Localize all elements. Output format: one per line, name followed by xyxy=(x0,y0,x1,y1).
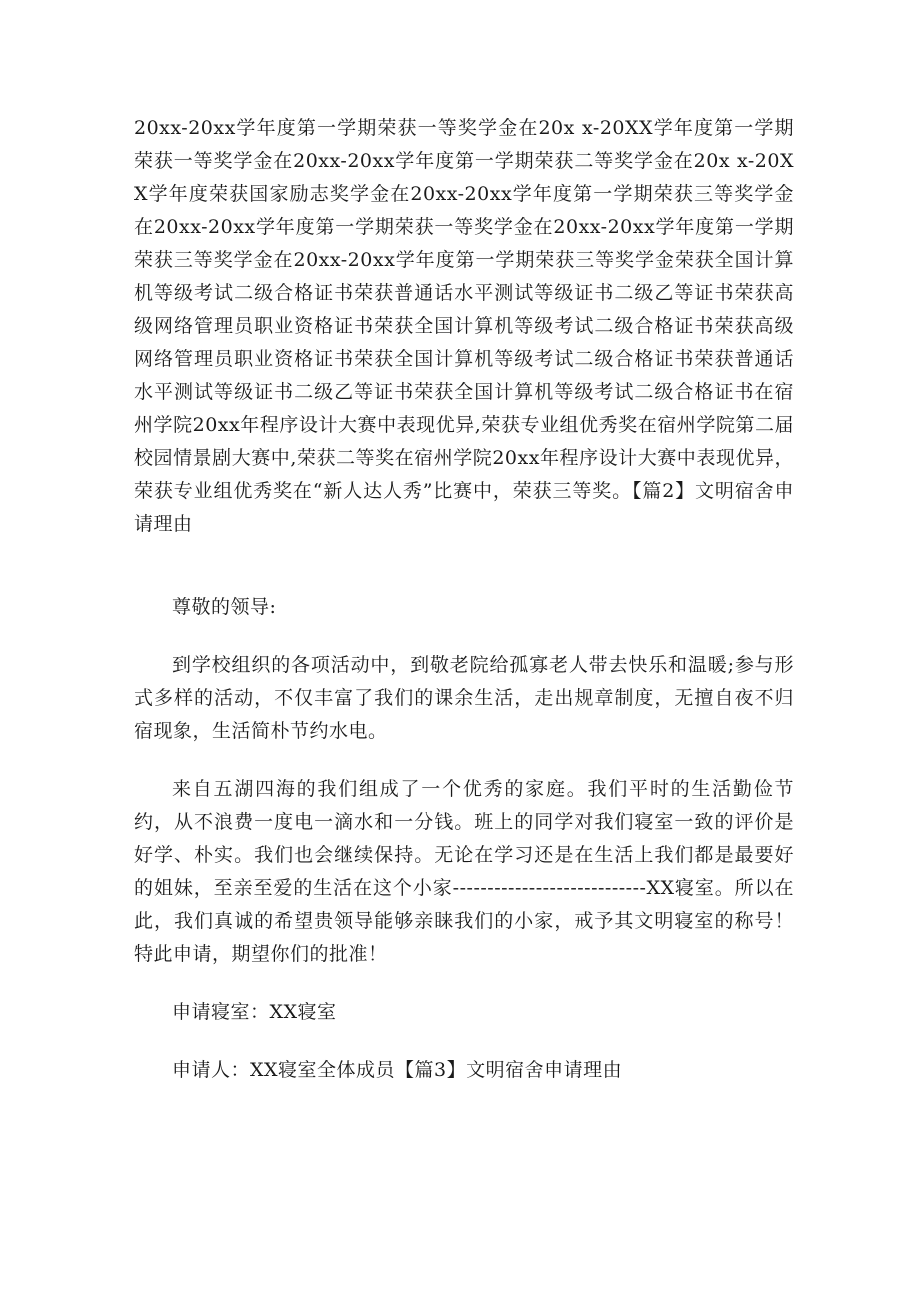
spacer xyxy=(134,1029,794,1054)
spacer xyxy=(134,624,794,649)
paragraph-activities: 到学校组织的各项活动中，到敬老院给孤寡老人带去快乐和温暖;参与形式多样的活动，不仅丰富了我们的课余生活，走出规章制度，无擅自夜不归宿现象，生活简朴节约水电。 xyxy=(134,654,794,742)
spacer xyxy=(134,971,794,996)
paragraph-salutation: 尊敬的领导: xyxy=(172,596,277,618)
paragraph-awards: 20xx-20xx学年度第一学期荣获一等奖学金在20x x-20XX学年度第一学期荣获一等奖学金在20xx-20xx学年度第一学期荣获二等奖学金在20x x-20XX学年度荣获国家励志奖学金在20xx-20xx学年度第一学期荣获三等奖学金在20xx-20xx学年度第一学期荣获一等奖学金在20xx-20xx学年度第一学期荣获三等奖学金在20xx-20xx学年度第一学期荣获三等奖学金荣获全国计算机等级考试二级合格证书荣获普通话水平测试等级证书二级乙等证书荣获高级网络管理员职业资格证书荣获全国计算机等级考试二级合格证书荣获高级网络管理员职业资格证书荣获全国计算机等级考试二级合格证书荣获普通话水平测试等级证书二级乙等证书荣获全国计算机等级考试二级合格证书在宿州学院20xx年程序设计大赛中表现优异,荣获专业组优秀奖在宿州学院第二届校园情景剧大赛中,荣获二等奖在宿州学院20xx年程序设计大赛中表现优异，荣获专业组优秀奖在“新人达人秀”比赛中，荣获三等奖。【篇2】文明宿舍申请理由 xyxy=(134,117,794,535)
paragraph-family: 来自五湖四海的我们组成了一个优秀的家庭。我们平时的生活勤俭节约，从不浪费一度电一滴水和一分钱。班上的同学对我们寝室一致的评价是好学、朴实。我们也会继续保持。无论在学习还是在生活上我们都是最要好的姐妹，至亲至爱的生活在这个小家----------------------------XX寝室。所以在此，我们真诚的希望贵领导能够亲睐我们的小家，戒予其文明寝室的称号！特此申请，期望你们的批准！ xyxy=(134,778,794,965)
paragraph-applicant: 申请人：XX寝室全体成员【篇3】文明宿舍申请理由 xyxy=(172,1059,623,1081)
document-body xyxy=(134,112,794,1087)
paragraph-dorm: 申请寝室：XX寝室 xyxy=(172,1001,337,1023)
spacer xyxy=(134,748,794,773)
spacer xyxy=(134,566,794,591)
